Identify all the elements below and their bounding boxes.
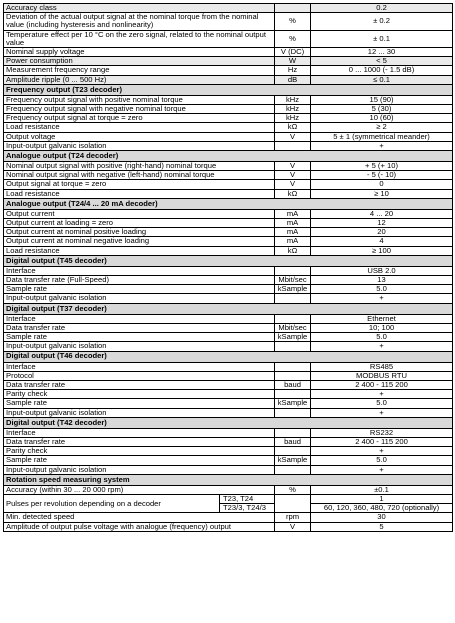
- section-header-row: [4, 255, 453, 266]
- unit-cell: kSample: [275, 285, 311, 294]
- value-cell: ≥ 100: [311, 246, 453, 255]
- param-cell: Output current at nominal negative loading: [4, 237, 275, 246]
- param-cell: Data transfer rate: [4, 323, 275, 332]
- unit-cell: [275, 294, 311, 303]
- unit-cell: kΩ: [275, 189, 311, 198]
- decoder-cell: T23, T24: [220, 494, 275, 503]
- unit-cell: kΩ: [275, 123, 311, 132]
- unit-cell: kHz: [275, 95, 311, 104]
- param-cell: Power consumption: [4, 57, 275, 66]
- value-cell: 0 ... 1000 (- 1.5 dB): [311, 66, 453, 75]
- unit-cell: baud: [275, 437, 311, 446]
- param-cell: Protocol: [4, 371, 275, 380]
- unit-cell: [275, 362, 311, 371]
- param-cell: Input-output galvanic isolation: [4, 465, 275, 474]
- value-cell: Ethernet: [311, 314, 453, 323]
- value-cell: USB 2.0: [311, 266, 453, 275]
- param-cell: Output signal at torque = zero: [4, 180, 275, 189]
- value-cell: 5: [311, 522, 453, 531]
- section-header-row: [4, 417, 453, 428]
- param-cell: Measurement frequency range: [4, 66, 275, 75]
- param-cell: Load resistance: [4, 189, 275, 198]
- param-cell: Accuracy (within 30 ... 20 000 rpm): [4, 485, 275, 494]
- section-header-row: [4, 84, 453, 95]
- param-cell: Input-output galvanic isolation: [4, 342, 275, 351]
- table-row: [4, 294, 453, 303]
- param-cell: Nominal supply voltage: [4, 48, 275, 57]
- section-title: Analogue output (T24/4 ... 20 mA decoder): [4, 198, 453, 209]
- param-cell: Load resistance: [4, 123, 275, 132]
- unit-cell: kSample: [275, 333, 311, 342]
- value-cell: ≥ 2: [311, 123, 453, 132]
- param-cell: Parity check: [4, 390, 275, 399]
- param-cell: Output current: [4, 209, 275, 218]
- unit-cell: [275, 494, 311, 512]
- section-title: Digital output (T42 decoder): [4, 417, 453, 428]
- unit-cell: W: [275, 57, 311, 66]
- unit-cell: kHz: [275, 114, 311, 123]
- unit-cell: rpm: [275, 513, 311, 522]
- unit-cell: mA: [275, 209, 311, 218]
- section-header-row: [4, 151, 453, 162]
- param-cell: Frequency output signal with negative nominal torque: [4, 105, 275, 114]
- unit-cell: [275, 314, 311, 323]
- table-row: [4, 465, 453, 474]
- param-cell: Amplitude ripple (0 ... 500 Hz): [4, 75, 275, 84]
- unit-cell: mA: [275, 237, 311, 246]
- value-cell: RS232: [311, 428, 453, 437]
- unit-cell: V: [275, 180, 311, 189]
- section-header-row: [4, 351, 453, 362]
- value-cell: + 5 (+ 10): [311, 162, 453, 171]
- unit-cell: V: [275, 132, 311, 141]
- param-cell: Output current at nominal positive loading: [4, 228, 275, 237]
- value-cell: 5.0: [311, 285, 453, 294]
- param-cell: Input-output galvanic isolation: [4, 141, 275, 150]
- table-row: [4, 437, 453, 446]
- param-cell: Deviation of the actual output signal at the nominal torque from the nominal value (including hysteresis and nonlinearity): [4, 13, 275, 30]
- unit-cell: V: [275, 162, 311, 171]
- param-cell: Nominal output signal with positive (right-hand) nominal torque: [4, 162, 275, 171]
- param-cell: Input-output galvanic isolation: [4, 294, 275, 303]
- table-row: [4, 66, 453, 75]
- param-cell: Input-output galvanic isolation: [4, 408, 275, 417]
- param-cell: Nominal output signal with negative (left-hand) nominal torque: [4, 171, 275, 180]
- param-cell: Data transfer rate: [4, 380, 275, 389]
- param-cell: Interface: [4, 314, 275, 323]
- unit-cell: %: [275, 485, 311, 494]
- param-cell: Sample rate: [4, 333, 275, 342]
- section-header-row: [4, 303, 453, 314]
- table-row: [4, 246, 453, 255]
- unit-cell: [275, 4, 311, 13]
- section-title: Digital output (T45 decoder): [4, 255, 453, 266]
- param-cell: Load resistance: [4, 246, 275, 255]
- value-cell: 30: [311, 513, 453, 522]
- value-cell: 5.0: [311, 399, 453, 408]
- unit-cell: kΩ: [275, 246, 311, 255]
- param-cell: Accuracy class: [4, 4, 275, 13]
- param-cell: Output current at loading = zero: [4, 219, 275, 228]
- table-row: [4, 513, 453, 522]
- table-row: [4, 362, 453, 371]
- section-title: Rotation speed measuring system: [4, 474, 453, 485]
- table-row: [4, 408, 453, 417]
- param-cell: Data transfer rate (Full-Speed): [4, 276, 275, 285]
- param-cell: Sample rate: [4, 456, 275, 465]
- value-cell: ±0.1: [311, 485, 453, 494]
- unit-cell: kHz: [275, 105, 311, 114]
- param-cell: Pulses per revolution depending on a decoder: [4, 494, 220, 512]
- value-cell: 10; 100: [311, 323, 453, 332]
- decoder-cell: T23/3, T24/3: [220, 504, 275, 513]
- value-cell: ± 0.1: [311, 30, 453, 47]
- table-row: [4, 180, 453, 189]
- value-cell: 2 400 - 115 200: [311, 437, 453, 446]
- table-row: [4, 141, 453, 150]
- value-cell: - 5 (- 10): [311, 171, 453, 180]
- table-row: [4, 30, 453, 47]
- unit-cell: [275, 465, 311, 474]
- table-row: [4, 456, 453, 465]
- unit-cell: %: [275, 13, 311, 30]
- unit-cell: baud: [275, 380, 311, 389]
- unit-cell: [275, 141, 311, 150]
- unit-cell: V: [275, 522, 311, 531]
- table-row: [4, 123, 453, 132]
- unit-cell: Mbit/sec: [275, 323, 311, 332]
- unit-cell: kSample: [275, 399, 311, 408]
- value-cell: ± 0.2: [311, 13, 453, 30]
- param-cell: Frequency output signal with positive nominal torque: [4, 95, 275, 104]
- value-cell: 60, 120, 360, 480, 720 (optionally): [311, 504, 453, 513]
- unit-cell: V (DC): [275, 48, 311, 57]
- value-cell: 0: [311, 180, 453, 189]
- table-row: [4, 399, 453, 408]
- table-row: [4, 237, 453, 246]
- unit-cell: mA: [275, 219, 311, 228]
- table-row: [4, 75, 453, 84]
- param-cell: Data transfer rate: [4, 437, 275, 446]
- param-cell: Sample rate: [4, 285, 275, 294]
- section-title: Digital output (T37 decoder): [4, 303, 453, 314]
- value-cell: 12 ... 30: [311, 48, 453, 57]
- value-cell: 2 400 - 115 200: [311, 380, 453, 389]
- value-cell: +: [311, 447, 453, 456]
- section-title: Digital output (T46 decoder): [4, 351, 453, 362]
- section-header-row: [4, 474, 453, 485]
- value-cell: 20: [311, 228, 453, 237]
- param-cell: Output voltage: [4, 132, 275, 141]
- table-row: [4, 189, 453, 198]
- param-cell: Sample rate: [4, 399, 275, 408]
- spec-table: [3, 3, 453, 532]
- section-title: Frequency output (T23 decoder): [4, 84, 453, 95]
- param-cell: Parity check: [4, 447, 275, 456]
- value-cell: +: [311, 342, 453, 351]
- table-row: [4, 342, 453, 351]
- table-row: [4, 13, 453, 30]
- table-row: [4, 314, 453, 323]
- unit-cell: Mbit/sec: [275, 276, 311, 285]
- value-cell: 15 (90): [311, 95, 453, 104]
- unit-cell: [275, 408, 311, 417]
- param-cell: Interface: [4, 362, 275, 371]
- value-cell: 0.2: [311, 4, 453, 13]
- unit-cell: kSample: [275, 456, 311, 465]
- value-cell: 4: [311, 237, 453, 246]
- param-cell: Interface: [4, 266, 275, 275]
- section-title: Analogue output (T24 decoder): [4, 151, 453, 162]
- param-cell: Amplitude of output pulse voltage with analogue (frequency) output: [4, 522, 275, 531]
- value-cell: 4 ... 20: [311, 209, 453, 218]
- value-cell: 5 ± 1 (symmetrical meander): [311, 132, 453, 141]
- value-cell: 5 (30): [311, 105, 453, 114]
- value-cell: +: [311, 408, 453, 417]
- value-cell: 5.0: [311, 333, 453, 342]
- param-cell: Temperature effect per 10 °C on the zero signal, related to the nominal output value: [4, 30, 275, 47]
- param-cell: Frequency output signal at torque = zero: [4, 114, 275, 123]
- value-cell: ≤ 0.1: [311, 75, 453, 84]
- unit-cell: mA: [275, 228, 311, 237]
- table-row: [4, 380, 453, 389]
- value-cell: 5.0: [311, 456, 453, 465]
- table-row: [4, 132, 453, 141]
- unit-cell: Hz: [275, 66, 311, 75]
- value-cell: +: [311, 141, 453, 150]
- unit-cell: %: [275, 30, 311, 47]
- value-cell: ≥ 10: [311, 189, 453, 198]
- section-header-row: [4, 198, 453, 209]
- value-cell: MODBUS RTU: [311, 371, 453, 380]
- unit-cell: [275, 342, 311, 351]
- value-cell: < 5: [311, 57, 453, 66]
- value-cell: +: [311, 465, 453, 474]
- value-cell: 1: [311, 494, 453, 503]
- value-cell: RS485: [311, 362, 453, 371]
- value-cell: 12: [311, 219, 453, 228]
- param-cell: Interface: [4, 428, 275, 437]
- unit-cell: V: [275, 171, 311, 180]
- value-cell: 13: [311, 276, 453, 285]
- value-cell: 10 (60): [311, 114, 453, 123]
- param-cell: Min. detected speed: [4, 513, 275, 522]
- unit-cell: dB: [275, 75, 311, 84]
- value-cell: +: [311, 390, 453, 399]
- table-row: [4, 522, 453, 531]
- value-cell: +: [311, 294, 453, 303]
